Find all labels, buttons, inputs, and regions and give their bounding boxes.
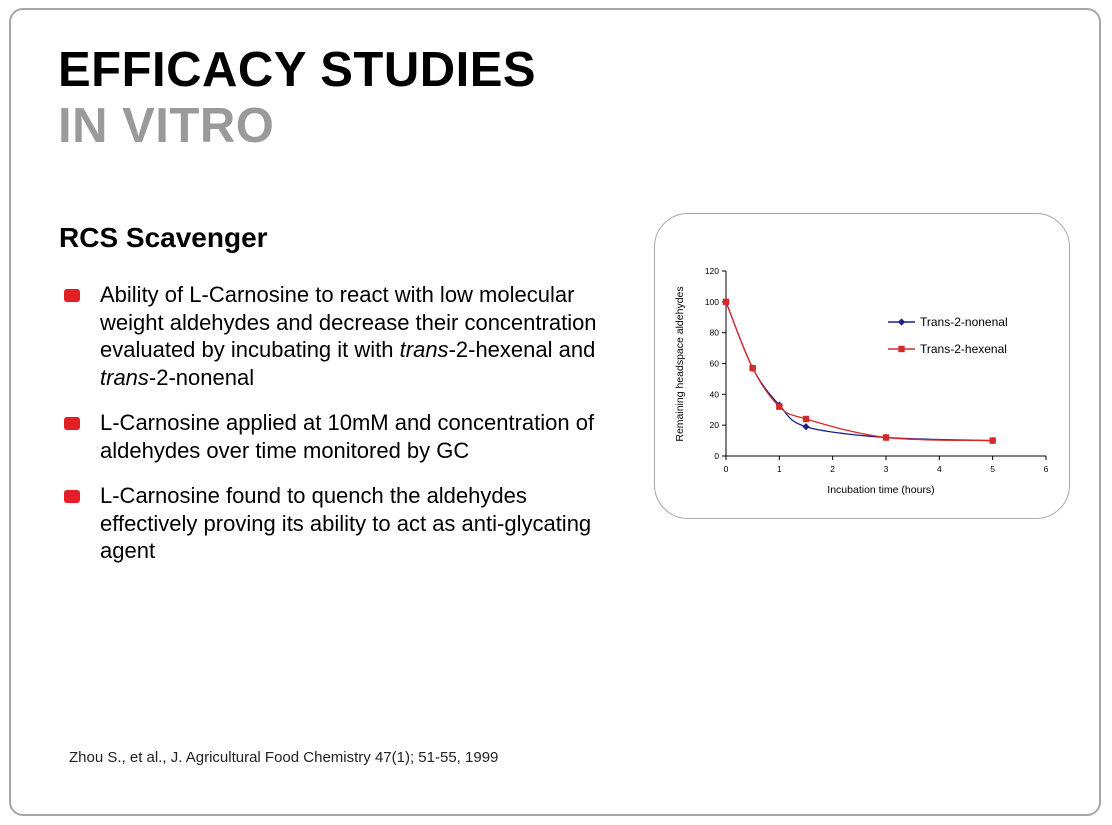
slide-title-secondary: IN VITRO xyxy=(58,99,275,153)
chart-panel xyxy=(654,213,1070,519)
data-point xyxy=(723,299,729,305)
y-tick-label: 100 xyxy=(704,296,719,307)
bullet-text: L-Carnosine found to quench the aldehydes effectively proving its ability to act as anti-glycating agent xyxy=(100,483,592,563)
bullet-item xyxy=(62,482,622,565)
bullet-text: trans xyxy=(100,364,149,390)
y-tick-label: 80 xyxy=(709,327,719,338)
data-point xyxy=(776,403,782,409)
bullet-square-icon xyxy=(64,289,80,302)
x-tick-label: 6 xyxy=(1043,464,1049,474)
data-point xyxy=(749,365,755,371)
data-point xyxy=(803,416,809,422)
citation: Zhou S., et al., J. Agricultural Food Chemistry 47(1); 51-55, 1999 xyxy=(69,749,499,766)
bullet-text: -2-hexenal and xyxy=(448,337,596,362)
chart xyxy=(655,214,1071,520)
y-tick-label: 20 xyxy=(709,420,719,431)
bullet-item xyxy=(62,409,622,464)
chart-axes xyxy=(726,271,1046,456)
data-point xyxy=(883,434,889,440)
x-tick-label: 2 xyxy=(830,464,836,474)
legend-marker xyxy=(898,346,904,352)
legend-label: Trans-2-nonenal xyxy=(920,315,1008,329)
x-tick-label: 3 xyxy=(883,464,889,474)
chart-ticks xyxy=(705,266,1049,474)
data-point xyxy=(989,437,995,443)
x-tick-label: 0 xyxy=(723,464,729,474)
bullet-text: Ability of L-Carnosine to react with low molecular weight aldehydes and decrease their concentration evaluated by incubating it with xyxy=(100,282,597,362)
bullet-list xyxy=(62,281,622,583)
y-tick-label: 40 xyxy=(709,389,719,400)
x-tick-label: 5 xyxy=(990,464,996,474)
bullet-square-icon xyxy=(64,490,80,503)
bullet-item xyxy=(62,281,622,391)
data-point xyxy=(802,423,809,430)
chart-x-axis-label: Incubation time (hours) xyxy=(827,484,935,496)
y-tick-label: 120 xyxy=(704,266,719,276)
legend-label: Trans-2-hexenal xyxy=(920,342,1007,356)
bullet-text: L-Carnosine applied at 10mM and concentration of aldehydes over time monitored by GC xyxy=(100,410,595,463)
x-tick-label: 4 xyxy=(936,464,942,474)
slide-title: EFFICACY STUDIES xyxy=(58,43,537,97)
x-tick-label: 1 xyxy=(776,464,782,474)
bullet-text: trans xyxy=(399,337,449,362)
chart-y-axis-label: Remaining headspace aldehydes xyxy=(674,286,686,442)
bullet-square-icon xyxy=(64,417,80,430)
bullet-text: -2-nonenal xyxy=(148,364,255,390)
section-subtitle: RCS Scavenger xyxy=(59,222,268,253)
y-tick-label: 0 xyxy=(714,451,719,461)
y-tick-label: 60 xyxy=(709,358,719,369)
legend-marker xyxy=(898,318,905,325)
chart-legend xyxy=(888,315,1008,356)
